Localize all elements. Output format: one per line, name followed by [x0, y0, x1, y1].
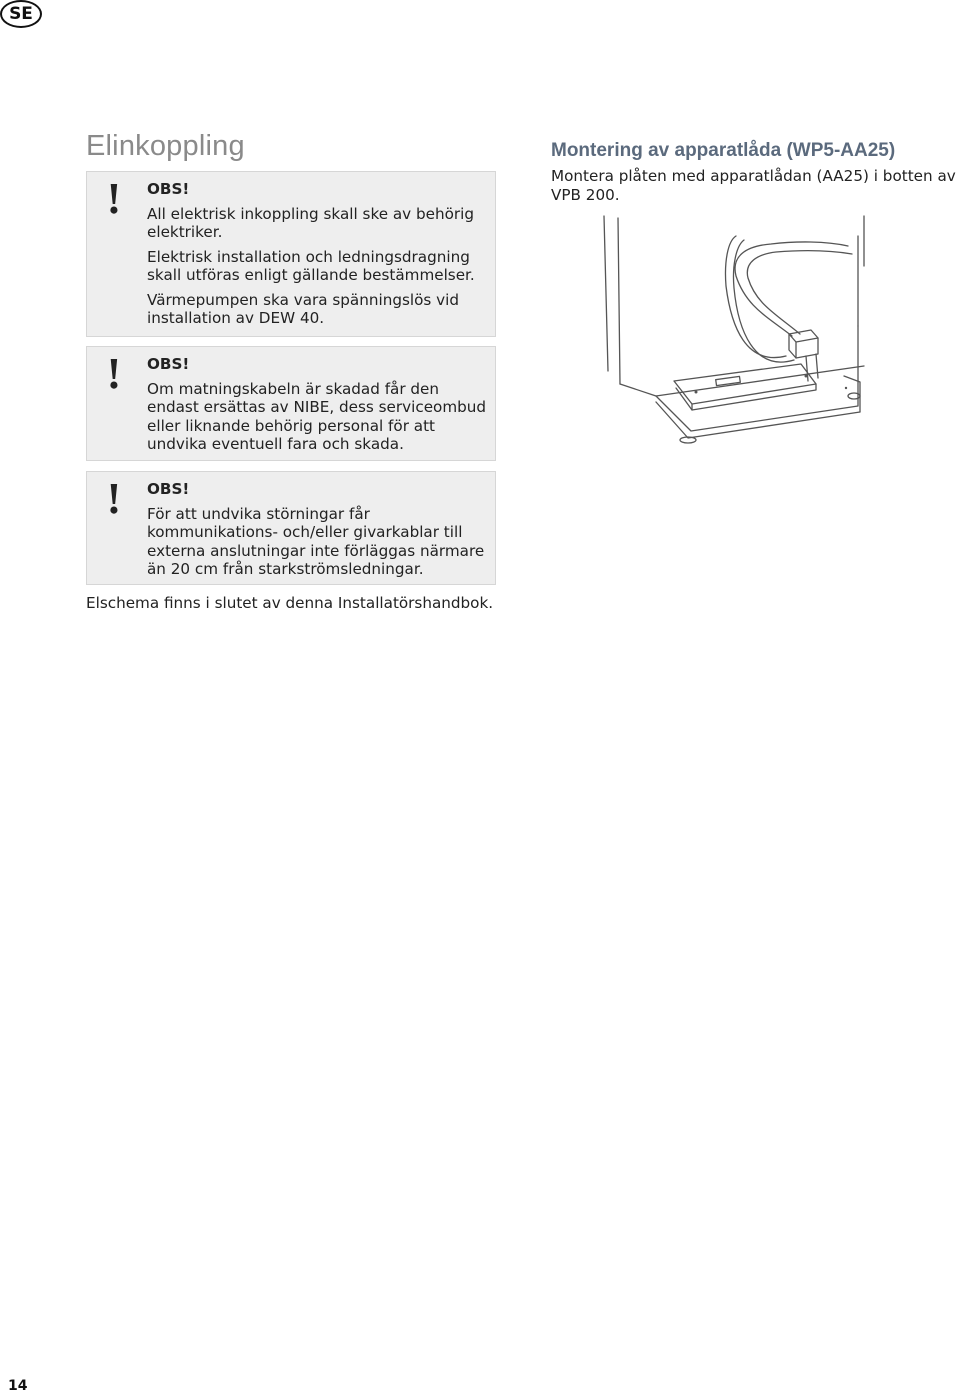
note-paragraph: För att undvika störningar får kommunikations- och/eller givarkablar till externa anslutningar inte förläggas närmare än 20 cm från starkströmsledningar. — [147, 504, 485, 578]
wiring-diagram-reference: Elschema finns i slutet av denna Installatörshandbok. — [86, 594, 494, 612]
note-paragraph: Om matningskabeln är skadad får den endast ersättas av NIBE, dess serviceombud eller liknande behörig personal för att undvika eventuell fara och skada. — [147, 379, 487, 453]
exclamation-icon: ! — [106, 474, 122, 523]
note-label: OBS! — [147, 180, 190, 198]
mounting-title: Montering av apparatlåda (WP5-AA25) — [551, 140, 896, 161]
warning-note-electrician — [86, 171, 496, 337]
section-title: Elinkoppling — [86, 130, 245, 162]
note-label: OBS! — [147, 355, 190, 373]
note-paragraph: Elektrisk installation och ledningsdragning skall utföras enligt gällande bestämmelser. — [147, 247, 475, 284]
page-number: 14 — [8, 1378, 28, 1394]
control-box-mounting-illustration — [596, 206, 960, 446]
exclamation-icon: ! — [106, 174, 122, 223]
exclamation-icon: ! — [106, 349, 122, 398]
warning-note-interference — [86, 471, 496, 585]
note-paragraph: Värmepumpen ska vara spänningslös vid installation av DEW 40. — [147, 290, 459, 327]
note-label: OBS! — [147, 480, 190, 498]
note-paragraph: All elektrisk inkoppling skall ske av behörig elektriker. — [147, 204, 474, 241]
warning-note-supply-cable — [86, 346, 496, 461]
mounting-instruction: Montera plåten med apparatlådan (AA25) i botten av VPB 200. — [551, 167, 956, 204]
language-badge: SE — [0, 0, 42, 28]
